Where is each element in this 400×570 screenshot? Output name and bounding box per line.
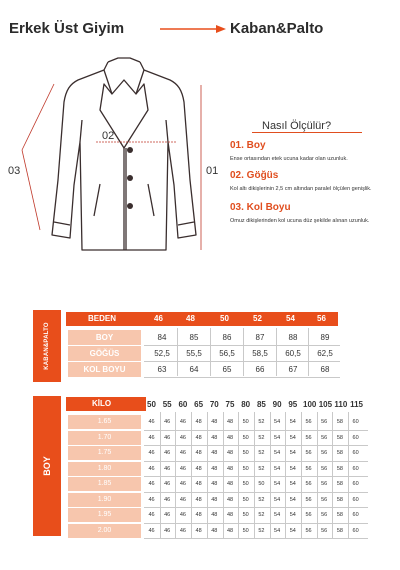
- weight-cell: 56: [321, 481, 328, 487]
- height-row-label: 1.95: [68, 508, 141, 522]
- col-divider: [301, 412, 302, 538]
- weight-cell: 54: [274, 481, 281, 487]
- weight-col-header: 80: [241, 400, 251, 409]
- weight-cell: 46: [164, 512, 171, 518]
- weight-cell: 58: [336, 419, 343, 425]
- weight-cell: 48: [195, 527, 202, 534]
- size-col: 48: [186, 314, 195, 323]
- weight-cell: 52: [258, 450, 265, 456]
- weight-cell: 48: [211, 527, 218, 534]
- divider: [252, 132, 362, 133]
- weight-cell: 48: [195, 481, 202, 487]
- weight-cell: 56: [305, 450, 312, 456]
- weight-cell: 56: [321, 450, 328, 456]
- weight-cell: 48: [211, 496, 218, 503]
- size-col: 50: [220, 314, 229, 323]
- size-col: 56: [317, 314, 326, 323]
- weight-cell: 48: [211, 450, 218, 456]
- weight-cell: 60: [352, 434, 359, 441]
- weight-cell: 48: [226, 512, 234, 518]
- measure-item-title: 01. Boy: [230, 140, 266, 151]
- weight-col-header: 95: [288, 400, 298, 409]
- weight-col-header: 60: [178, 400, 188, 409]
- weight-cell: 58: [336, 496, 343, 503]
- height-row-label: 1.65: [68, 415, 141, 429]
- col-divider: [160, 412, 161, 538]
- row-divider: [144, 461, 368, 462]
- col-divider: [175, 412, 176, 538]
- weight-cell: 46: [164, 527, 171, 534]
- weight-cell: 48: [226, 419, 234, 425]
- weight-cell: 54: [274, 419, 281, 425]
- height-row-label: 1.80: [68, 462, 141, 476]
- weight-cell: 58: [336, 481, 343, 487]
- weight-cell: 54: [274, 450, 281, 456]
- size-cell: 84: [157, 333, 167, 342]
- weight-table-header: KİLO: [66, 397, 146, 411]
- weight-col-header: 75: [225, 400, 235, 409]
- weight-cell: 52: [258, 512, 265, 518]
- measure-label-02: 02: [102, 130, 115, 142]
- row-divider: [144, 492, 368, 493]
- weight-cell: 48: [195, 434, 202, 441]
- size-cell: 65: [222, 365, 232, 374]
- weight-cell: 46: [179, 527, 186, 534]
- weight-cell: 54: [274, 465, 281, 472]
- measure-item-desc: Ense ortasından etek ucuna kadar olan uzunluk.: [230, 156, 348, 162]
- measure-item-desc: Omuz dikişlerinden kol ucuna düz şekilde alınan uzunluk.: [230, 218, 370, 224]
- col-divider: [243, 328, 244, 376]
- weight-cell: 46: [179, 512, 186, 518]
- weight-cell: 46: [148, 434, 155, 441]
- weight-cell: 54: [289, 465, 296, 472]
- weight-cell: 46: [164, 496, 171, 503]
- size-row-label: GÖĞÜS: [68, 346, 141, 361]
- weight-cell: 56: [321, 527, 328, 534]
- category-title: Erkek Üst Giyim: [9, 20, 125, 37]
- measure-item-desc: Kol altı dikişlerinin 2,5 cm altından paralel ölçülen genişlik.: [230, 186, 372, 192]
- weight-cell: 52: [258, 434, 265, 441]
- weight-cell: 50: [242, 512, 249, 518]
- weight-cell: 48: [226, 434, 234, 441]
- weight-cell: 46: [179, 434, 186, 441]
- weight-cell: 54: [274, 434, 281, 441]
- size-cell: 55,5: [186, 349, 202, 358]
- weight-cell: 52: [258, 465, 265, 472]
- weight-cell: 58: [336, 465, 343, 472]
- measure-label-01: 01: [206, 165, 219, 177]
- weight-cell: 48: [211, 419, 218, 425]
- col-divider: [210, 328, 211, 376]
- size-cell: 52,5: [154, 349, 170, 358]
- size-cell: 66: [255, 365, 265, 374]
- col-divider: [223, 412, 224, 538]
- weight-cell: 48: [211, 465, 218, 472]
- weight-cell: 54: [289, 481, 296, 487]
- weight-cell: 48: [211, 434, 218, 441]
- col-divider: [177, 328, 178, 376]
- weight-cell: 50: [242, 434, 249, 441]
- weight-cell: 52: [258, 527, 265, 534]
- weight-col-header: 110: [334, 400, 348, 409]
- weight-cell: 60: [352, 465, 359, 472]
- weight-table-side-label: BOY: [33, 396, 61, 536]
- weight-cell: 46: [148, 419, 155, 425]
- weight-cell: 56: [305, 434, 312, 441]
- weight-cell: 56: [321, 496, 328, 503]
- weight-cell: 56: [305, 512, 312, 518]
- row-divider: [144, 445, 368, 446]
- row-divider: [144, 476, 368, 477]
- weight-cell: 46: [179, 450, 186, 456]
- weight-cell: 48: [226, 496, 234, 503]
- weight-cell: 54: [289, 450, 296, 456]
- weight-cell: 56: [305, 481, 312, 487]
- size-cell: 62,5: [317, 349, 333, 358]
- size-cell: 87: [255, 333, 265, 342]
- weight-col-header: 115: [350, 400, 363, 409]
- weight-cell: 60: [352, 419, 359, 425]
- weight-cell: 52: [258, 496, 265, 503]
- size-col: 52: [253, 314, 262, 323]
- size-row-label: BOY: [68, 330, 141, 345]
- weight-cell: 58: [336, 512, 343, 518]
- arrow-right-icon: [160, 24, 226, 34]
- weight-cell: 60: [352, 527, 359, 534]
- weight-cell: 60: [352, 450, 359, 456]
- size-cell: 85: [189, 333, 199, 342]
- size-header-label: BEDEN: [88, 314, 117, 323]
- weight-cell: 56: [305, 465, 312, 472]
- weight-col-header: 70: [209, 400, 219, 409]
- weight-cell: 46: [179, 496, 186, 503]
- weight-cell: 50: [242, 481, 249, 487]
- weight-cell: 56: [305, 527, 312, 534]
- measure-item-title: 02. Göğüs: [230, 170, 279, 181]
- weight-cell: 52: [258, 419, 265, 425]
- measure-item-title: 03. Kol Boyu: [230, 202, 291, 213]
- weight-cell: 46: [148, 450, 155, 456]
- weight-cell: 48: [195, 496, 202, 503]
- size-cell: 89: [320, 333, 330, 342]
- weight-cell: 50: [242, 496, 249, 503]
- weight-cell: 56: [321, 419, 328, 425]
- measure-label-03: 03: [8, 165, 21, 177]
- col-divider: [332, 412, 333, 538]
- weight-cell: 48: [226, 481, 234, 487]
- weight-cell: 46: [179, 419, 186, 425]
- size-cell: 64: [189, 365, 199, 374]
- weight-cell: 54: [289, 419, 296, 425]
- weight-cell: 48: [226, 450, 234, 456]
- weight-cell: 60: [352, 481, 359, 487]
- weight-cell: 60: [352, 496, 359, 503]
- row-divider: [144, 507, 368, 508]
- header: [0, 0, 400, 48]
- weight-cell: 46: [164, 419, 171, 425]
- size-cell: 88: [288, 333, 298, 342]
- size-row-label: KOL BOYU: [68, 362, 141, 377]
- col-divider: [308, 328, 309, 376]
- size-col: 54: [286, 314, 295, 323]
- weight-cell: 54: [289, 512, 296, 518]
- weight-cell: 46: [148, 512, 155, 518]
- weight-cell: 56: [321, 512, 328, 518]
- col-divider: [238, 412, 239, 538]
- size-cell: 86: [222, 333, 232, 342]
- weight-cell: 56: [321, 434, 328, 441]
- weight-cell: 56: [305, 496, 312, 503]
- weight-cell: 58: [336, 450, 343, 456]
- weight-cell: 54: [274, 527, 281, 534]
- weight-cell: 46: [148, 465, 155, 472]
- weight-cell: 48: [226, 527, 234, 534]
- weight-cell: 50: [242, 527, 249, 534]
- weight-cell: 46: [179, 465, 186, 472]
- size-cell: 67: [288, 365, 298, 374]
- weight-cell: 46: [164, 434, 171, 441]
- weight-cell: 56: [321, 465, 328, 472]
- height-row-label: 1.70: [68, 431, 141, 445]
- size-table-side-label: KABAN&PALTO: [33, 310, 61, 382]
- weight-cell: 50: [242, 450, 249, 456]
- weight-col-header: 50: [147, 400, 156, 409]
- col-divider: [207, 412, 208, 538]
- how-to-measure-title: Nasıl Ölçülür?: [262, 120, 332, 132]
- weight-cell: 48: [195, 465, 202, 472]
- weight-cell: 58: [336, 527, 343, 534]
- size-cell: 56,5: [219, 349, 235, 358]
- weight-cell: 46: [148, 496, 155, 503]
- col-divider: [317, 412, 318, 538]
- weight-cell: 46: [148, 527, 155, 534]
- row-divider: [144, 430, 368, 431]
- weight-col-header: 85: [256, 400, 266, 409]
- coat-diagram: [0, 50, 230, 280]
- weight-col-header: 90: [272, 400, 282, 409]
- height-row-label: 1.75: [68, 446, 141, 460]
- weight-col-header: 55: [162, 400, 172, 409]
- weight-cell: 58: [336, 434, 343, 441]
- size-col: 46: [154, 314, 163, 323]
- weight-cell: 46: [164, 450, 171, 456]
- col-divider: [348, 412, 349, 538]
- size-cell: 68: [320, 365, 330, 374]
- product-title: Kaban&Palto: [230, 20, 324, 37]
- weight-cell: 56: [305, 419, 312, 425]
- weight-cell: 54: [289, 496, 296, 503]
- weight-col-header: 65: [194, 400, 204, 409]
- row-divider: [144, 361, 340, 362]
- weight-cell: 50: [258, 481, 265, 487]
- row-divider: [144, 345, 340, 346]
- weight-cell: 48: [195, 512, 202, 518]
- col-divider: [191, 412, 192, 538]
- weight-cell: 46: [179, 481, 186, 487]
- col-divider: [270, 412, 271, 538]
- weight-cell: 48: [211, 512, 218, 518]
- weight-cell: 46: [164, 481, 171, 487]
- height-row-label: 1.85: [68, 477, 141, 491]
- weight-col-header: 105: [318, 400, 333, 409]
- weight-cell: 48: [226, 465, 234, 472]
- row-divider: [144, 538, 368, 539]
- col-divider: [276, 328, 277, 376]
- weight-cell: 48: [195, 419, 202, 425]
- weight-cell: 54: [289, 434, 296, 441]
- weight-cell: 54: [274, 512, 281, 518]
- row-divider: [144, 377, 340, 378]
- height-row-label: 1.90: [68, 493, 141, 507]
- weight-cell: 60: [352, 512, 359, 518]
- size-cell: 58,5: [252, 349, 268, 358]
- col-divider: [254, 412, 255, 538]
- col-divider: [285, 412, 286, 538]
- weight-cell: 46: [164, 465, 171, 472]
- size-table-header: [66, 312, 338, 326]
- weight-col-header: 100: [303, 400, 317, 409]
- weight-cell: 48: [195, 450, 202, 456]
- weight-cell: 54: [274, 496, 281, 503]
- weight-cell: 50: [242, 465, 249, 472]
- size-cell: 63: [157, 365, 167, 374]
- weight-cell: 46: [148, 481, 155, 487]
- weight-cell: 50: [242, 419, 249, 425]
- weight-cell: 48: [211, 481, 218, 487]
- size-cell: 60,5: [285, 349, 301, 358]
- height-row-label: 2.00: [68, 524, 141, 538]
- row-divider: [144, 523, 368, 524]
- weight-cell: 54: [289, 527, 296, 534]
